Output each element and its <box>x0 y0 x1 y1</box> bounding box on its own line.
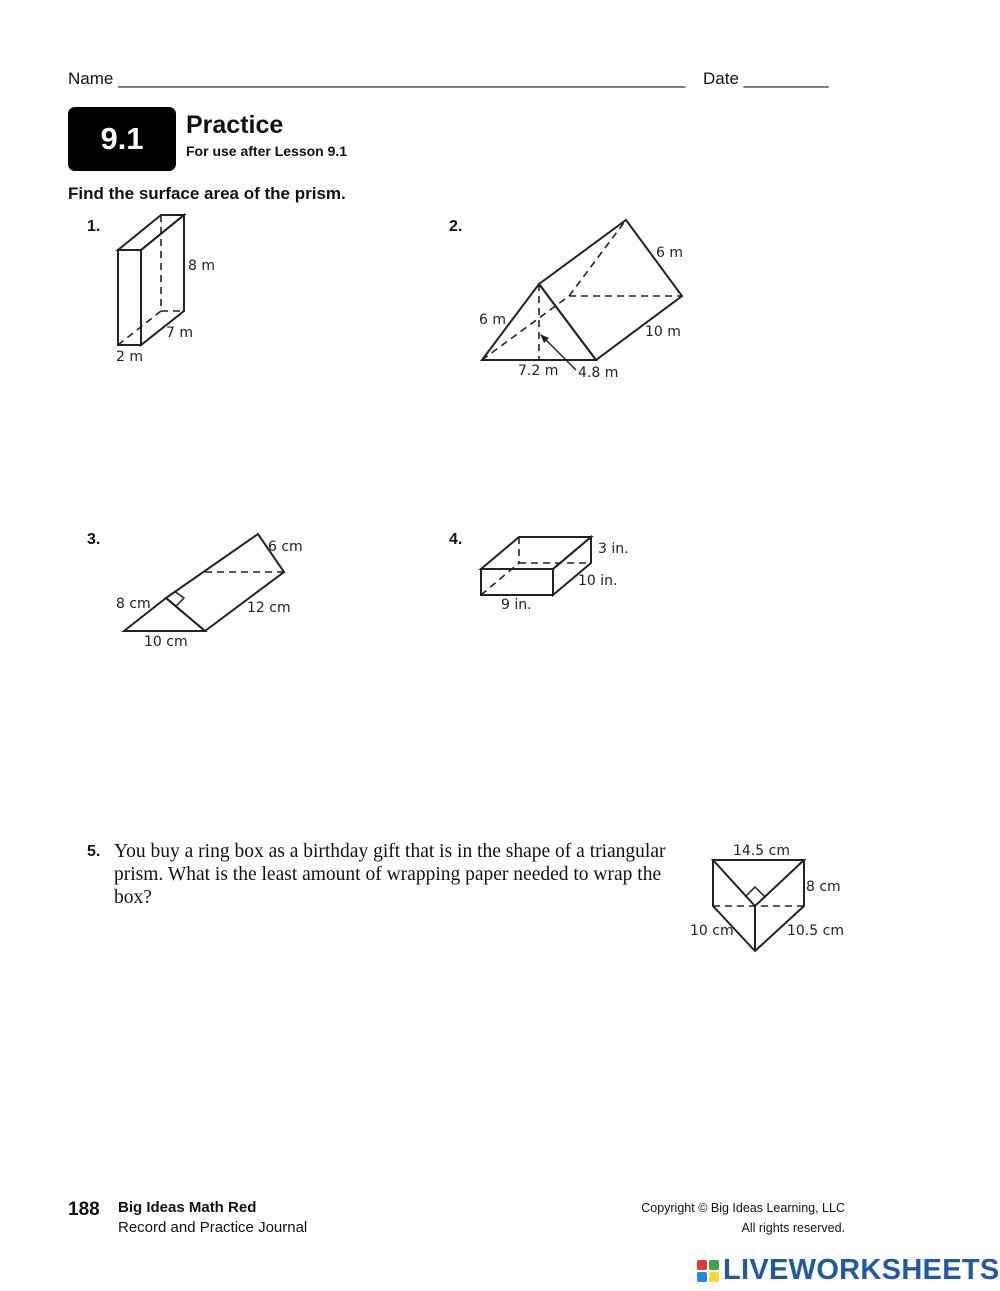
page-subtitle: For use after Lesson 9.1 <box>186 143 348 159</box>
p4-label-width: 9 in. <box>501 597 532 613</box>
problem-2-number: 2. <box>449 218 463 235</box>
name-label: Name <box>68 69 114 88</box>
liveworksheets-icon <box>697 1260 719 1282</box>
problem-4-number: 4. <box>449 531 463 548</box>
p3-label-length: 6 cm <box>268 539 303 555</box>
p3-label-slant: 12 cm <box>247 600 291 616</box>
p3-label-base: 10 cm <box>144 634 188 650</box>
p2-label-slant-top: 6 m <box>656 245 683 261</box>
liveworksheets-logo[interactable] <box>697 1254 1000 1287</box>
rights-reserved: All rights reserved. <box>741 1221 845 1235</box>
ring-box-figure <box>690 843 844 951</box>
problem-5-number: 5. <box>87 843 101 860</box>
page-number: 188 <box>68 1199 100 1220</box>
prism-figure-1 <box>116 215 215 365</box>
prism-figure-2 <box>479 220 683 381</box>
p2-label-slant-front: 6 m <box>479 312 506 328</box>
liveworksheets-wordmark: LIVEWORKSHEETS <box>723 1254 1000 1286</box>
p2-label-base: 7.2 m <box>518 363 559 379</box>
section-badge: 9.1 <box>68 107 176 171</box>
date-blank: _________ <box>743 69 829 88</box>
book-subtitle: Record and Practice Journal <box>118 1219 308 1236</box>
date-label: Date <box>703 69 739 88</box>
problem-3-number: 3. <box>87 531 101 548</box>
prism-figure-3 <box>116 534 303 650</box>
p1-label-height: 8 m <box>188 258 215 274</box>
prism-figure-4 <box>481 537 629 613</box>
p2-label-length: 10 m <box>645 324 681 340</box>
p5-label-right: 10.5 cm <box>787 923 844 939</box>
name-blank: ____________________________________________________________ <box>118 69 686 88</box>
p5-label-left: 10 cm <box>690 923 734 939</box>
p1-label-width: 2 m <box>116 349 143 365</box>
p3-label-leg: 8 cm <box>116 596 151 612</box>
p5-label-top: 14.5 cm <box>733 843 790 859</box>
copyright: Copyright © Big Ideas Learning, LLC <box>641 1201 845 1215</box>
p4-label-depth: 10 in. <box>578 573 618 589</box>
p4-label-height: 3 in. <box>598 541 629 557</box>
p5-label-height: 8 cm <box>806 879 841 895</box>
page-title: Practice <box>186 111 284 139</box>
instructions: Find the surface area of the prism. <box>68 184 346 203</box>
book-title: Big Ideas Math Red <box>118 1199 257 1216</box>
p2-label-height: 4.8 m <box>578 365 619 381</box>
problem-1-number: 1. <box>87 218 101 235</box>
problem-5-text: You buy a ring box as a birthday gift that is in the shape of a triangular prism. What is the least amount of wrapping paper needed to wrap the box? <box>114 841 666 908</box>
p1-label-depth: 7 m <box>166 325 193 341</box>
